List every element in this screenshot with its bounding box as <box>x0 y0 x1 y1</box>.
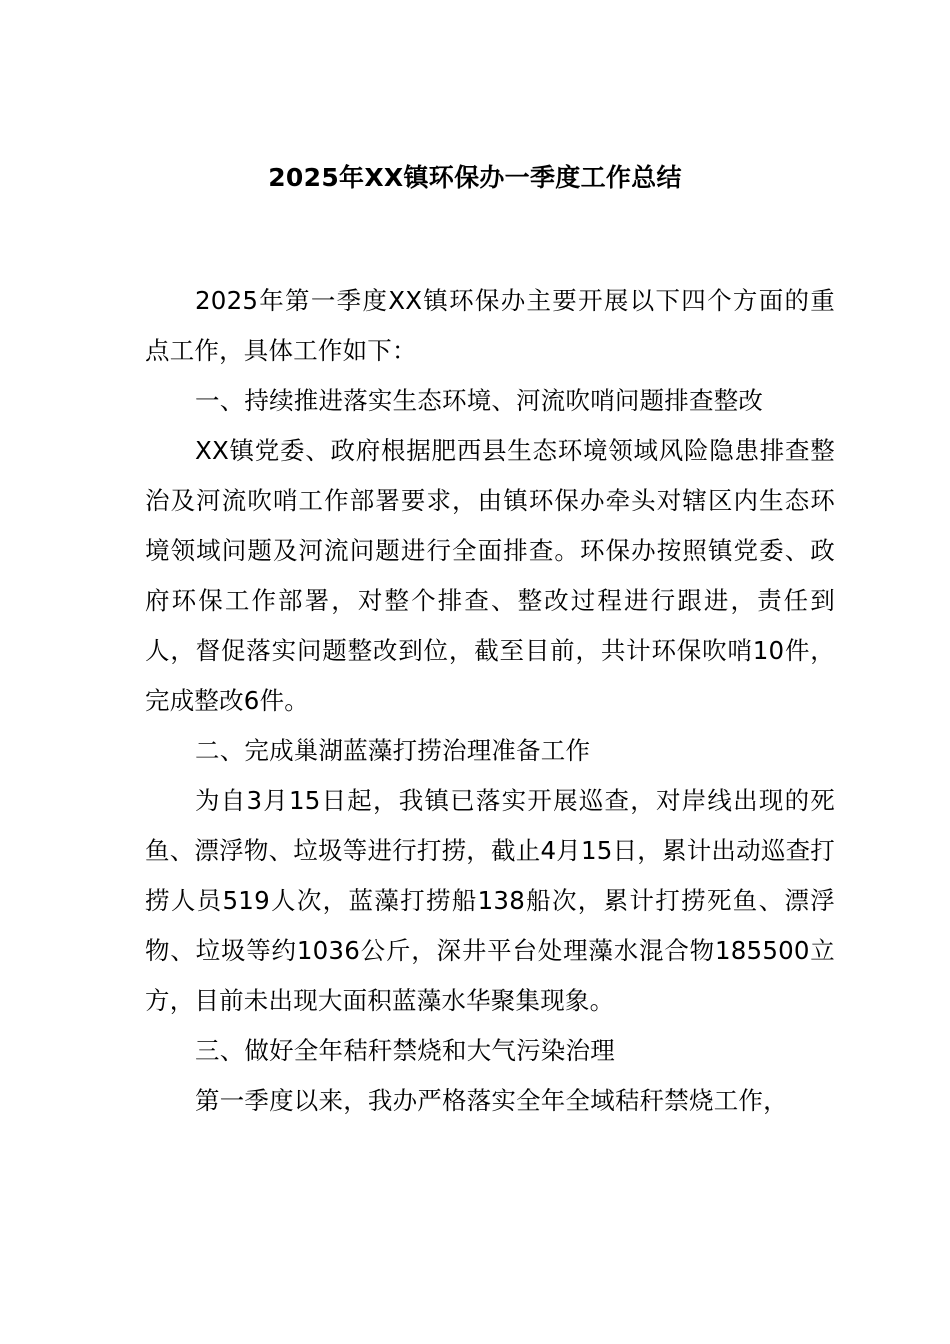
section-heading-1: 一、持续推进落实生态环境、河流吹哨问题排查整改 <box>195 386 764 415</box>
section-2-paragraph: 为自3月15日起，我镇已落实开展巡查，对岸线出现的死鱼、漂浮物、垃圾等进行打捞，截止4月15日，累计出动巡查打捞人员519人次，蓝藻打捞船138船次，累计打捞死鱼、漂浮物、垃圾等约1036公斤，深井平台处理藻水混合物185500立方，目前未出现大面积蓝藻水华聚集现象。 <box>145 786 835 1015</box>
section-3-paragraph: 第一季度以来，我办严格落实全年全域秸秆禁烧工作， <box>195 1086 788 1115</box>
section-heading-2: 二、完成巢湖蓝藻打捞治理准备工作 <box>195 736 591 765</box>
document-title: 2025年XX镇环保办一季度工作总结 <box>268 163 682 192</box>
section-heading-3: 三、做好全年秸秆禁烧和大气污染治理 <box>195 1036 615 1065</box>
intro-paragraph: 2025年第一季度XX镇环保办主要开展以下四个方面的重点工作，具体工作如下： <box>145 286 835 365</box>
section-1-paragraph: XX镇党委、政府根据肥西县生态环境领域风险隐患排查整治及河流吹哨工作部署要求，由镇环保办牵头对辖区内生态环境领域问题及河流问题进行全面排查。环保办按照镇党委、政府环保工作部署，对整个排查、整改过程进行跟进，责任到人，督促落实问题整改到位，截至目前，共计环保吹哨10件，完成整改6件。 <box>145 436 835 715</box>
document-body <box>145 276 835 1126</box>
